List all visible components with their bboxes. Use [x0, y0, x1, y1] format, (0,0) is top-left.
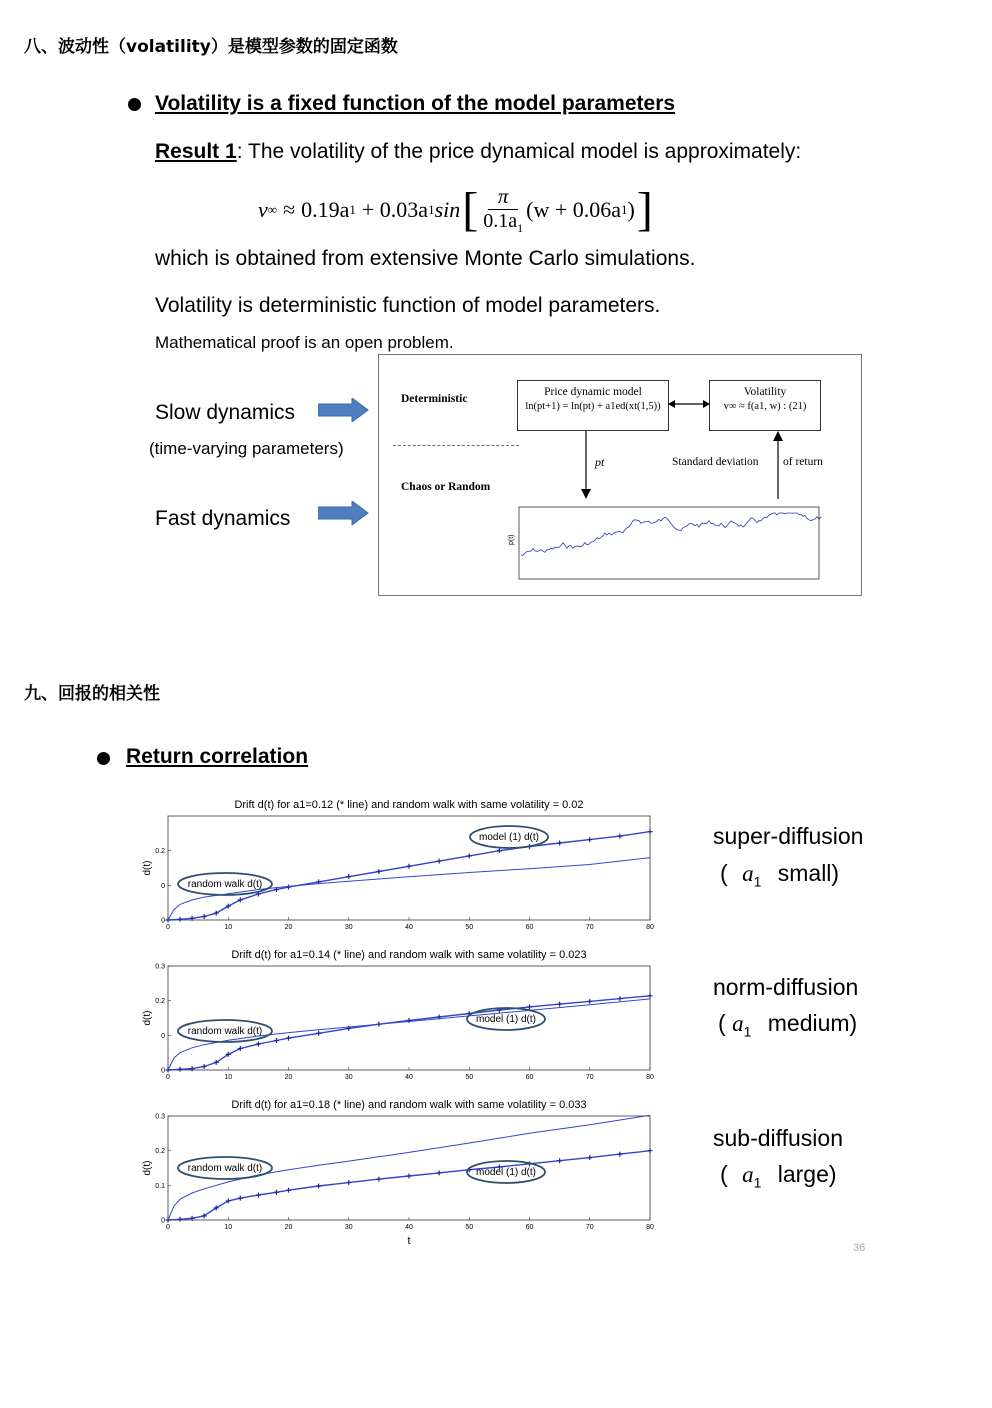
x-tick-label: 80 — [646, 1074, 654, 1081]
x-tick-label: 60 — [525, 1224, 534, 1231]
y-axis-label: d(t) — [142, 1160, 153, 1176]
drift-chart-2 — [142, 949, 654, 1081]
open-problem-line: Mathematical proof is an open problem. — [155, 333, 454, 352]
formula-lhs: v — [258, 197, 268, 222]
formula-lhs-sub: ∞ — [267, 202, 278, 217]
a1-symbol: a — [742, 861, 754, 886]
pt-label: pt — [595, 455, 605, 469]
x-tick-label: 30 — [344, 1224, 353, 1231]
y-tick-label: 0.2 — [155, 1148, 165, 1156]
separator-line — [393, 445, 519, 446]
paren-open: ( — [718, 1010, 726, 1036]
x-tick-label: 10 — [224, 1224, 233, 1231]
a1-symbol: a — [742, 1162, 754, 1187]
x-tick-label: 0 — [166, 924, 170, 931]
x-tick-label: 40 — [405, 1224, 413, 1231]
section-9-heading: 九、回报的相关性 — [24, 684, 160, 704]
size-word: large) — [777, 1161, 837, 1187]
sub-diffusion-label: sub-diffusion — [713, 1125, 843, 1151]
x-tick-label: 40 — [405, 1074, 413, 1081]
x-tick-label: 20 — [284, 1074, 293, 1081]
size-word: small) — [777, 860, 840, 886]
y-tick-label: 0.2 — [155, 998, 165, 1006]
x-tick-label: 60 — [525, 924, 534, 931]
result-text: : The volatility of the price dynamical model is approximately: — [236, 140, 802, 163]
y-tick-label: 0.3 — [155, 1113, 165, 1121]
formula-paren-close: ) — [627, 197, 635, 222]
x-axis-label: t — [407, 1235, 411, 1247]
chart-title: Drift d(t) for a1=0.14 (* line) and random walk with same volatility = 0.023 — [231, 949, 587, 961]
a1-subscript: 1 — [753, 873, 762, 890]
volatility-title: Volatility — [743, 386, 787, 398]
x-tick-label: 50 — [465, 924, 474, 931]
a1-subscript: 1 — [743, 1023, 752, 1040]
a1-symbol: a — [732, 1011, 744, 1036]
norm-diffusion-label: norm-diffusion — [713, 974, 859, 1000]
x-tick-label: 60 — [525, 1074, 534, 1081]
formula-term1-sub: 1 — [349, 202, 356, 217]
deterministic-label: Deterministic — [401, 393, 468, 405]
x-tick-label: 70 — [585, 1074, 594, 1081]
chaos-label: Chaos or Random — [401, 481, 491, 493]
formula-term1: 0.19a — [301, 197, 350, 222]
a1-subscript: 1 — [753, 1174, 762, 1191]
x-tick-label: 40 — [405, 924, 413, 931]
y-tick-label: 0.2 — [155, 848, 165, 856]
x-tick-label: 0 — [166, 1224, 170, 1231]
annotation-label: model (1) d(t) — [478, 832, 540, 843]
x-tick-label: 10 — [224, 924, 233, 931]
dynamics-diagram — [378, 354, 862, 596]
a1-medium-label — [718, 1010, 857, 1040]
a1-small-label — [720, 860, 839, 890]
formula-frac-den-sub: 1 — [517, 221, 524, 235]
fast-dynamics-label: Fast dynamics — [155, 507, 291, 530]
chart-title: Drift d(t) for a1=0.18 (* line) and random walk with same volatility = 0.033 — [231, 1099, 587, 1111]
y-tick-label: 0 — [161, 917, 165, 925]
bullet-icon — [97, 752, 110, 765]
super-diffusion-label: super-diffusion — [713, 823, 864, 849]
down-arrow-icon — [579, 431, 593, 499]
size-word: medium) — [767, 1010, 858, 1036]
volatility-formula — [258, 180, 653, 240]
paren-open: ( — [720, 860, 728, 886]
timeseries-ylabel: p(t) — [508, 534, 515, 545]
y-axis-label: d(t) — [142, 1010, 153, 1026]
formula-bracket-open: [ — [462, 183, 479, 236]
formula-bracket-close: ] — [636, 183, 653, 236]
monte-carlo-line: which is obtained from extensive Monte Carlo simulations. — [155, 247, 696, 270]
y-tick-label: 0.3 — [155, 963, 165, 971]
formula-paren-sub: 1 — [621, 202, 628, 217]
return-correlation-title: Return correlation — [126, 745, 309, 768]
annotation-label: random walk d(t) — [187, 879, 263, 890]
x-tick-label: 80 — [646, 1224, 654, 1231]
x-tick-label: 0 — [166, 1074, 170, 1081]
formula-approx: ≈ — [283, 197, 296, 222]
x-tick-label: 20 — [284, 1224, 293, 1231]
fast-arrow-icon — [318, 501, 370, 525]
y-tick-label: 0 — [161, 1217, 165, 1225]
std-dev-label: Standard deviation — [672, 456, 759, 468]
drift-chart-3 — [142, 1099, 654, 1247]
x-tick-label: 20 — [284, 924, 293, 931]
y-axis-label: d(t) — [142, 860, 153, 876]
a1-large-label — [720, 1161, 837, 1191]
page-number: 36 — [853, 1242, 866, 1254]
x-tick-label: 70 — [585, 1224, 594, 1231]
section-8-heading: 八、波动性（volatility）是模型参数的固定函数 — [24, 37, 398, 57]
of-return-label: of return — [783, 456, 823, 468]
volatility-box — [709, 380, 821, 431]
x-tick-label: 50 — [465, 1074, 474, 1081]
formula-frac-num: π — [488, 184, 519, 210]
double-arrow-icon — [668, 397, 710, 411]
formula-frac-den — [483, 210, 523, 236]
result-label: Result 1 — [155, 140, 237, 163]
annotation-label: random walk d(t) — [187, 1026, 263, 1037]
x-tick-label: 70 — [585, 924, 594, 931]
annotation-label: model (1) d(t) — [475, 1014, 537, 1025]
slow-arrow-icon — [318, 398, 370, 422]
formula-frac-den-text: 0.1a — [483, 210, 518, 232]
price-model-equation: ln(pt+1) = ln(pt) + a1ed(xt(1,5)) — [525, 401, 661, 412]
volatility-equation: v∞ ≈ f(a1, w) : (21) — [723, 401, 807, 412]
y-tick-label: 0 — [161, 882, 165, 890]
x-tick-label: 30 — [344, 924, 353, 931]
price-model-title: Price dynamic model — [544, 386, 642, 398]
price-model-box — [517, 380, 669, 431]
x-tick-label: 10 — [224, 1074, 233, 1081]
formula-sin: sin — [434, 197, 461, 222]
volatility-bullet-title: Volatility is a fixed function of the model parameters — [155, 92, 676, 115]
chart-title: Drift d(t) for a1=0.12 (* line) and random walk with same volatility = 0.02 — [234, 799, 584, 811]
y-tick-label: 0.1 — [155, 1182, 165, 1190]
x-tick-label: 50 — [465, 1224, 474, 1231]
drift-charts — [130, 790, 670, 1250]
price-timeseries-plot — [507, 505, 823, 583]
x-tick-label: 80 — [646, 924, 654, 931]
y-tick-label: 0 — [161, 1067, 165, 1075]
result-line — [155, 140, 801, 164]
slow-dynamics-label: Slow dynamics — [155, 401, 296, 424]
paren-open: ( — [720, 1161, 728, 1187]
formula-paren: (w + 0.06a — [526, 197, 622, 222]
time-varying-label: (time-varying parameters) — [149, 439, 344, 458]
y-tick-label: 0 — [161, 1032, 165, 1040]
bullet-icon — [128, 98, 141, 111]
formula-term2: + 0.03a — [361, 197, 429, 222]
x-tick-label: 30 — [344, 1074, 353, 1081]
formula-fraction — [483, 184, 523, 236]
deterministic-line: Volatility is deterministic function of model parameters. — [155, 294, 661, 317]
annotation-label: model (1) d(t) — [475, 1167, 537, 1178]
formula-term2-sub: 1 — [428, 202, 435, 217]
drift-chart-1 — [142, 799, 654, 931]
annotation-label: random walk d(t) — [187, 1163, 263, 1174]
